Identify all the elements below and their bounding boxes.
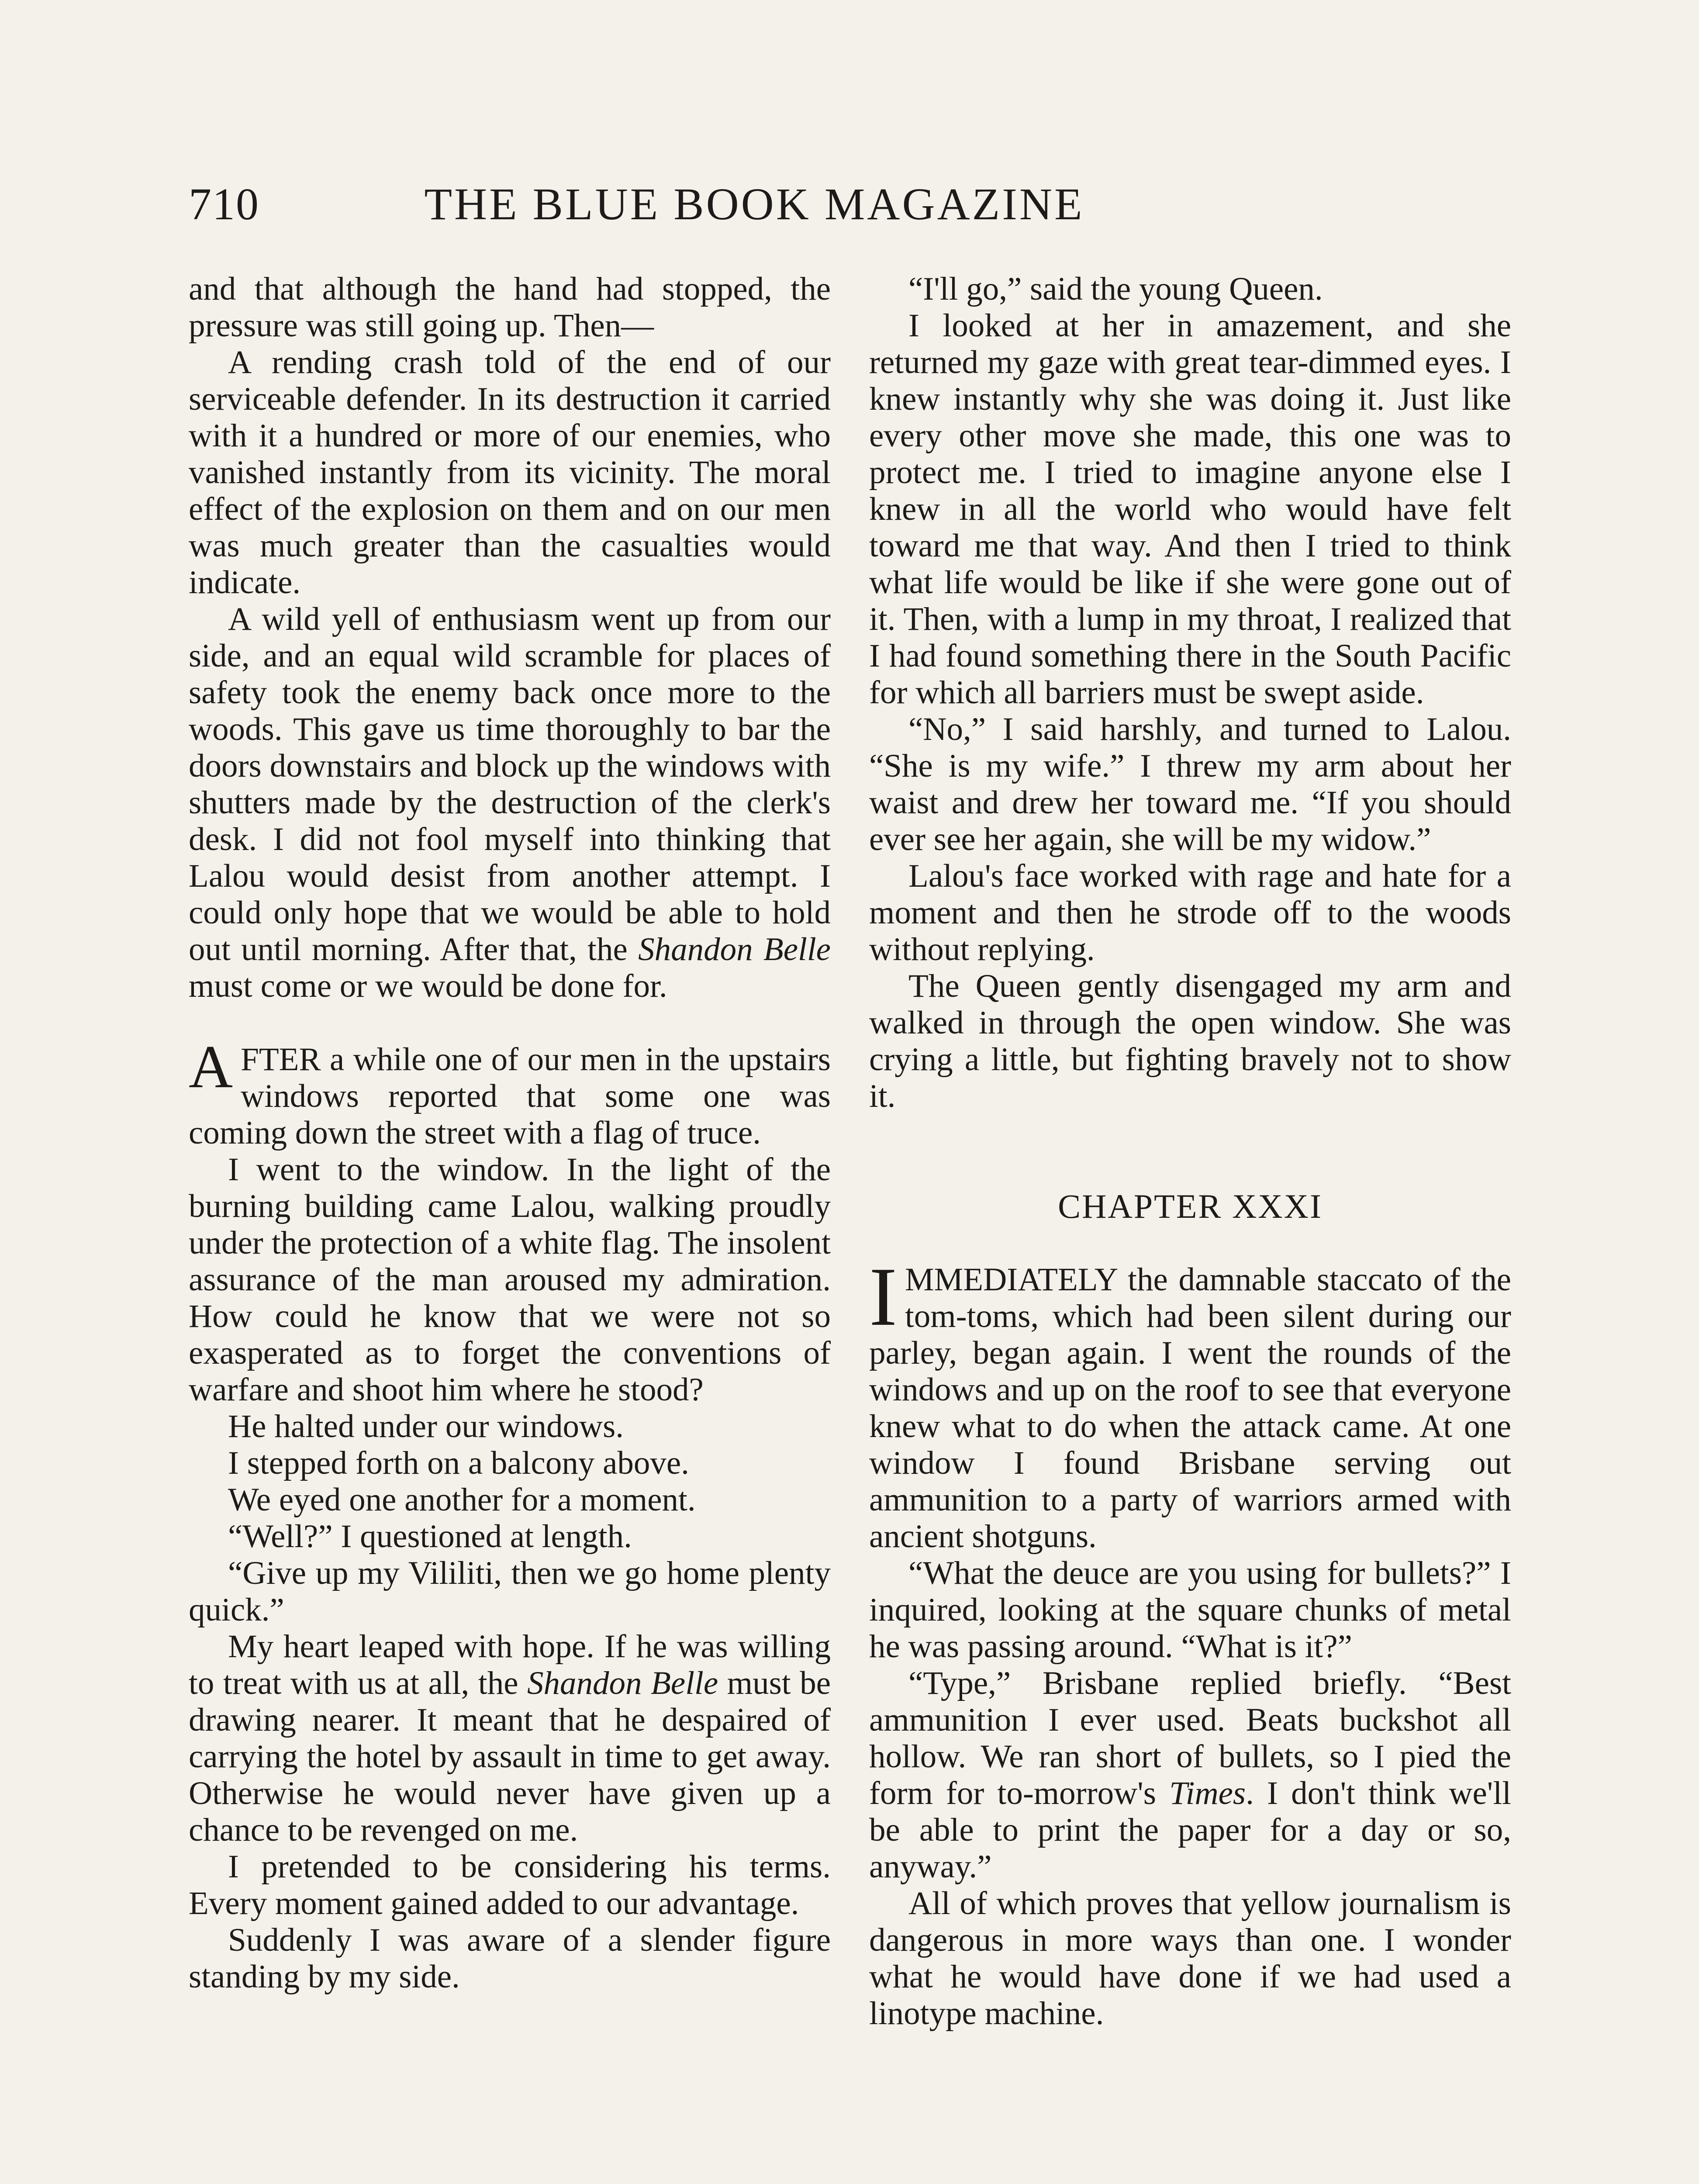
page-header [189,174,1233,235]
chapter-start-paragraph [869,1250,1511,1555]
paragraph: I looked at her in amazement, and she returned my gaze with great tear-dimmed eyes. I knew instantly why she was doing it. Just like every other move she made, this one was to protect me. I tried to imagine anyone else I knew in all the world who would have felt toward me that way. And then I tried to think what life would be like if she were gone out of it. Then, with a lump in my throat, I realized that I had found something there in the South Pacific for which all barriers must be swept aside. [869,308,1511,711]
paragraph-text: FTER a while one of our men in the upstairs windows reported that some one was coming down the street with a flag of truce. [189,1041,831,1151]
paragraph: He halted under our windows. [228,1408,624,1444]
paragraph-text: A wild yell of enthusiasm went up from our side, and an equal wild scramble for places of safety took the enemy back once more to the woods. This gave us time thoroughly to bar the doors downstairs and block up the windows with shutters made by the destruction of the clerk's desk. I did not fool myself into thinking that Lalou would desist from another attempt. I could only hope that we would be able to hold out until morning. After that, the [189,601,831,968]
paragraph: Lalou's face worked with rage and hate for a moment and then he strode off to the woods without replying. [869,858,1511,968]
paragraph: I stepped forth on a balcony above. [228,1445,689,1481]
paragraph: “Give up my Vililiti, then we go home plenty quick.” [189,1555,831,1628]
paragraph: The Queen gently disengaged my arm and walked in through the open window. She was crying a little, but fighting bravely not to show it. [869,968,1511,1114]
paragraph: “I'll go,” said the young Queen. [908,271,1323,307]
paragraph: “No,” I said harshly, and turned to Lalou. “She is my wife.” I threw my arm about her waist and drew her toward me. “If you should ever see her again, she will be my widow.” [869,711,1511,857]
paragraph-text: My heart leaped with hope. If he was willing to treat with us at all, the [189,1628,831,1701]
drop-cap: A [189,1033,233,1101]
paragraph: I went to the window. In the light of the burning building came Lalou, walking proudly under the protection of a white flag. The insolent assurance of the man aroused my admiration. How could he know that we were not so exasperated as to forget the conventions of warfare and shoot him where he stood? [189,1151,831,1408]
paragraph: “Well?” I questioned at length. [228,1518,632,1555]
paragraph: We eyed one another for a moment. [228,1482,696,1518]
newspaper-name: Times [1169,1775,1246,1811]
paragraph-text: must come or we would be done for. [189,968,667,1004]
paragraph [189,601,831,1005]
paragraph: Suddenly I was aware of a slender figure standing by my side. [189,1922,831,1995]
section-start-paragraph [189,1033,831,1151]
paragraph: and that although the hand had stopped, the pressure was still going up. Then— [189,271,831,344]
paragraph: All of which proves that yellow journalism is dangerous in more ways than one. I wonder what he would have done if we had used a linotype machine. [869,1885,1511,2032]
running-title: THE BLUE BOOK MAGAZINE [424,179,1084,229]
chapter-title: CHAPTER XXXI [1058,1187,1323,1225]
paragraph-text: must be drawing nearer. It meant that he despaired of carrying the hotel by assault in time to get away. Otherwise he would never have given up a chance to be revenged on me. [189,1665,831,1848]
drop-cap: I [869,1250,897,1343]
ship-name: Shandon Belle [638,931,831,968]
paragraph: I pretended to be considering his terms. Every moment gained added to our advantage. [189,1849,831,1921]
right-column [869,271,1511,2032]
ship-name: Shandon Belle [527,1665,718,1701]
paragraph-text: MMEDIATELY the damnable staccato of the tom-toms, which had been silent during our parley, began again. I went the rounds of the windows and up on the roof to see that everyone knew what to do when the attack came. At one window I found Brisbane serving out ammunition to a party of warriors armed with ancient shotguns. [869,1261,1511,1555]
paragraph-text: “Type,” Brisbane replied briefly. “Best ammunition I ever used. Beats buckshot all hollow. We ran short of bullets, so I pied the form for to-morrow's [869,1665,1511,1811]
paragraph-text: . I don't think we'll be able to print the paper for a day or so, anyway.” [869,1775,1511,1885]
paragraph [189,1628,831,1849]
paragraph: A rending crash told of the end of our serviceable defender. In its destruction it carried with it a hundred or more of our enemies, who vanished instantly from its vicinity. The moral effect of the explosion on them and on our men was much greater than the casualties would indicate. [189,344,831,601]
page-number: 710 [189,179,259,229]
paragraph [869,1665,1511,1885]
paragraph: “What the deuce are you using for bullets?” I inquired, looking at the square chunks of metal he was passing around. “What is it?” [869,1555,1511,1665]
left-column [189,271,831,1995]
